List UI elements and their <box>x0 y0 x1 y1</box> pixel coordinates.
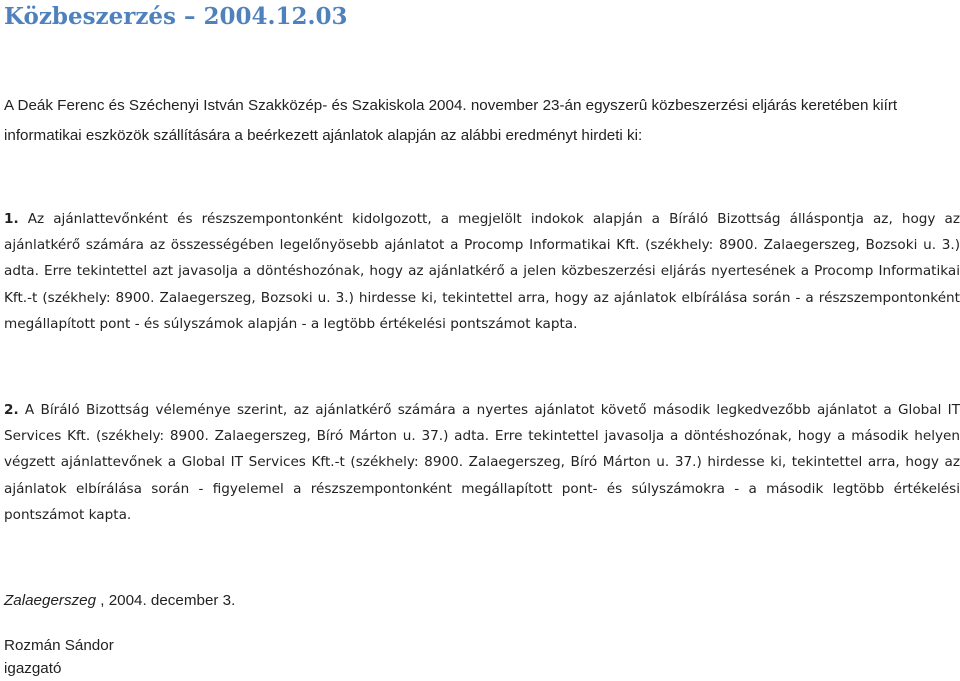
result-paragraph-1 <box>4 206 960 337</box>
page-title: Közbeszerzés – 2004.12.03 <box>4 3 348 30</box>
intro-paragraph: A Deák Ferenc és Széchenyi István Szakközép- és Szakiskola 2004. november 23-án egyszerû közbeszerzési eljárás keretében kiírt informatikai eszközök szállítására a beérkezett ajánlatok alapján az alábbi eredményt hirdeti ki: <box>4 97 898 144</box>
signer-name: Rozmán Sándor <box>4 637 114 654</box>
result-paragraph-2 <box>4 397 960 528</box>
paragraph-text: Az ajánlattevőnként és részszempontonként kidolgozott, a megjelölt indokok alapján a Bíráló Bizottság álláspontja az, hogy az ajánlatkérő számára az összességében legelőnyösebb ajánlatot a Procomp Informatikai Kft. (székhely: 8900. Zalaegerszeg, Bozsoki u. 3.) adta. Erre tekintettel azt javasolja a döntéshozónak, hogy az ajánlatkérő a jelen közbeszerzési eljárás nyertesének a Procomp Informatikai Kft.-t (székhely: 8900. Zalaegerszeg, Bozsoki u. 3.) hirdesse ki, tekintettel arra, hogy az ajánlatok elbírálása során - a részszempontonként megállapított pont - és súlyszámok alapján - a legtöbb értékelési pontszámot kapta. <box>4 211 960 332</box>
place-and-date <box>4 590 235 612</box>
document-page <box>4 0 960 677</box>
signer-role: igazgató <box>4 660 62 677</box>
signature-block <box>4 634 114 680</box>
paragraph-text: A Bíráló Bizottság véleménye szerint, az ajánlatkérő számára a nyertes ajánlatot követő második legkedvezőbb ajánlatot a Global IT Services Kft. (székhely: 8900. Zalaegerszeg, Bíró Márton u. 37.) adta. Erre tekintettel javasolja a döntéshozónak, hogy a második helyen végzett ajánlattevőnek a Global IT Services Kft.-t (székhely: 8900. Zalaegerszeg, Bíró Márton u. 37.) hirdesse ki, tekintettel arra, hogy az ajánlatok elbírálása során - figyelemel a részszempontonként megállapított pont- és súlyszámokra - a második legtöbb értékelési pontszámot kapta. <box>4 402 960 523</box>
signoff-city: Zalaegerszeg <box>4 592 97 609</box>
signoff-date: , 2004. december 3. <box>96 592 236 609</box>
paragraph-number: 2. <box>4 402 19 418</box>
paragraph-number: 1. <box>4 211 19 227</box>
